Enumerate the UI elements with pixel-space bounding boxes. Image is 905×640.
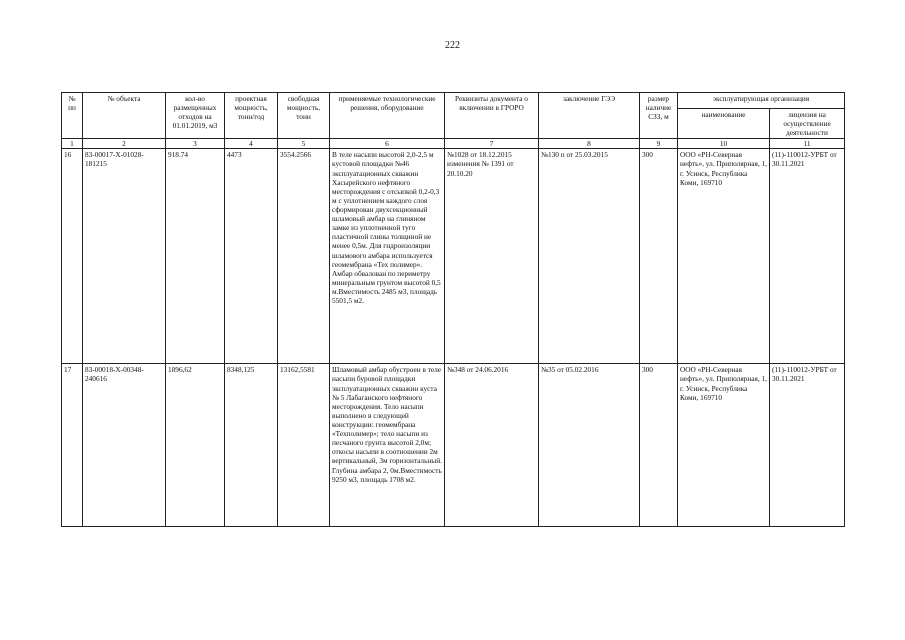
cell-waste-qty: 918.74 [166,149,225,364]
cell-num: 16 [62,149,83,364]
header-technology: применяемые технологические решения, оборудование [330,93,445,139]
header-object-no: № объекта [83,93,166,139]
column-number: 8 [539,139,640,149]
header-szz: размер наличие СЗЗ, м [640,93,678,139]
cell-gee: №130 п от 25.03.2015 [539,149,640,364]
column-number: 9 [640,139,678,149]
cell-license: (11)-110012-УРБТ от 30.11.2021 [770,364,845,527]
waste-facility-registry-table [61,92,845,527]
header-waste-qty: кол-во размещенных отходов на 01.01.2019, м3 [166,93,225,139]
header-row [62,93,845,109]
column-number: 5 [278,139,330,149]
column-number: 2 [83,139,166,149]
header-design-capacity: проектная мощность, тонн/год [225,93,278,139]
column-number-row [62,139,845,149]
column-number: 3 [166,139,225,149]
column-number: 10 [678,139,770,149]
cell-szz: 300 [640,364,678,527]
page-number: 222 [445,40,460,51]
cell-license: (11)-110012-УРБТ от 30.11.2021 [770,149,845,364]
table-row [62,364,845,527]
header-operator-name: наименование [678,109,770,139]
cell-design-capacity: 4473 [225,149,278,364]
cell-waste-qty: 1896,62 [166,364,225,527]
header-groro-doc: Реквизиты документа о включении в ГРОРО [445,93,539,139]
cell-object-no: 83-00017-Х-01028-181215 [83,149,166,364]
header-license: лицензия на осуществление деятельности [770,109,845,139]
cell-free-capacity: 3554.2566 [278,149,330,364]
cell-operator-name: ООО «РН-Северная нефть», ул. Приполярная, 1, г. Усинск, Республика Коми, 169710 [678,149,770,364]
cell-object-no: 83-00018-Х-00348-240616 [83,364,166,527]
cell-technology: В теле насыпи высотой 2,0-2,5 м кустовой площадки №46 эксплуатационных скважин Хасырейского нефтяного месторождения с отсыпкой 0,2-0,3 м с уплотнением каждого слоя сформирован двухсекционный шламовый амбар на глиняном замке из уплотненной туго пластичной глины толщиной не менее 0,5м. Для гидроизоляции шламового амбара используется геомембрана «Тех полимер». Амбар обвалован по периметру минеральным грунтом высотой 0,5 м.Вместимость 2485 м3, площадь 5501,5 м2. [330,149,445,364]
cell-design-capacity: 8348,125 [225,364,278,527]
column-number: 6 [330,139,445,149]
column-number: 4 [225,139,278,149]
cell-gee: №35 от 05.02.2016 [539,364,640,527]
header-num: № пп [62,93,83,139]
header-gee: заключение ГЭЭ [539,93,640,139]
table-row [62,149,845,364]
column-number: 11 [770,139,845,149]
cell-szz: 300 [640,149,678,364]
header-operator-group: эксплуатирующая организация [678,93,845,109]
cell-technology: Шламовый амбар обустроен в теле насыпи буровой площадки эксплуатационных скважин куста № 5 Лабаганского нефтяного месторождения. Тело насыпи выполнено в следующей конструкции: геомембрана «Техполимер»; тело насыпи из песчаного грунта высотой 2,0м; откосы насыпи в соотношении 2м вертикальный, 3м горизонтальный. Глубина амбара 2, 0м.Вместимость 9250 м3, площадь 1708 м2. [330,364,445,527]
cell-groro-doc: №1028 от 18.12.2015 изменения № 1391 от 20.10.20 [445,149,539,364]
header-free-capacity: свободная мощность, тонн [278,93,330,139]
column-number: 1 [62,139,83,149]
cell-free-capacity: 13162,5581 [278,364,330,527]
column-number: 7 [445,139,539,149]
cell-num: 17 [62,364,83,527]
cell-groro-doc: №348 от 24.06.2016 [445,364,539,527]
cell-operator-name: ООО «РН-Северная нефть», ул. Приполярная, 1, г. Усинск, Республика Коми, 169710 [678,364,770,527]
